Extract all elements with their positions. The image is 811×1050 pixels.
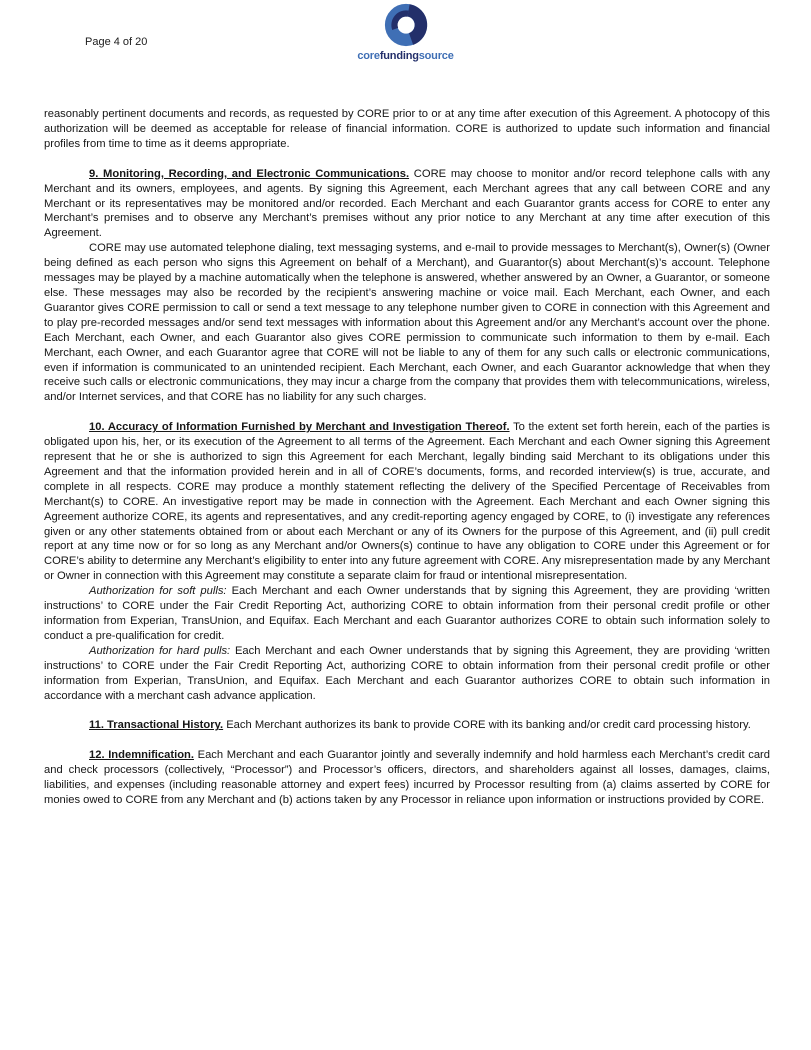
document-body bbox=[44, 107, 770, 808]
corefundingsource-logo bbox=[336, 2, 476, 62]
hard-pulls-paragraph bbox=[44, 644, 770, 704]
section-9-heading: 9. Monitoring, Recording, and Electronic Communications. bbox=[89, 167, 410, 180]
logo-wordmark bbox=[336, 50, 476, 62]
section-9-paragraph bbox=[44, 167, 770, 242]
section-12-text: Each Merchant and each Guarantor jointly and severally indemnify and hold harmless each Merchant’s credit card and check processors (collectively, “Processor”) and Processor’s officers, directors, and shareholders against all losses, damages, claims, liabilities, and expenses (including reasonable attorney and expert fees) incurred by Processor resulting from (a) claims asserted by CORE for monies owed to CORE from any Merchant and (b) actions taken by any Processor in reliance upon information or instructions provided by CORE. bbox=[44, 749, 770, 807]
logo-wordmark-source: source bbox=[418, 50, 454, 62]
section-12-heading: 12. Indemnification. bbox=[89, 749, 194, 762]
section-11-paragraph bbox=[44, 718, 770, 733]
soft-pulls-lead: Authorization for soft pulls: bbox=[89, 585, 227, 598]
page-number: Page 4 of 20 bbox=[85, 36, 148, 48]
hard-pulls-lead: Authorization for hard pulls: bbox=[89, 644, 231, 657]
section-10-text: To the extent set forth herein, each of the parties is obligated upon his, her, or its execution of the Agreement to all terms of the Agreement. Each Merchant and each Owner signing this Agreement represent that he or she is authorized to sign this Agreement for each Merchant, legally binding said Merchant to its obligations under this Agreement and that the information provided herein and in all of CORE’s documents, forms, and recorded interview(s) is true, accurate, and complete in all respects. CORE may produce a monthly statement reflecting the delivery of the Specified Percentage of Receivables from Merchant(s) to CORE. An investigative report may be made in connection with the Agreement. Each Merchant and each Owner signing this Agreement authorize CORE, its agents and representatives, and any credit-reporting agency engaged by CORE, to (i) investigate any references given or any other statements obtained from or about each Merchant or any of its Owners for the purpose of this Agreement, and (ii) pull credit report at any time now or for so long as any Merchant and/or Owners(s) continue to have any obligation to CORE under this Agreement or for CORE’s ability to determine any Merchant’s eligibility to enter into any future agreement with CORE. Any misrepresentation made by any Merchant or Owner in connection with this Agreement may constitute a separate claim for fraud or intentional misrepresentation. bbox=[44, 421, 770, 583]
section-11-heading: 11. Transactional History. bbox=[89, 719, 224, 732]
hard-pulls-text: Each Merchant and each Owner understands that by signing this Agreement, they are providing ‘written instructions’ to CORE under the Fair Credit Reporting Act, authorizing CORE to obtain information from their personal credit profile or other information from Experian, TransUnion, and Equifax. Each Merchant and each Guarantor authorizes CORE to obtain such information in accordance with a merchant cash advance application. bbox=[44, 644, 770, 702]
section-10-heading: 10. Accuracy of Information Furnished by Merchant and Investigation Thereof. bbox=[89, 421, 510, 434]
soft-pulls-paragraph bbox=[44, 584, 770, 644]
soft-pulls-text: Each Merchant and each Owner understands that by signing this Agreement, they are providing ‘written instructions’ to CORE under the Fair Credit Reporting Act, authorizing CORE to obtain information from their personal credit profile or other information from Experian, TransUnion, and Equifax. Each Merchant and each Guarantor authorizes CORE to obtain such information solely to conduct a pre-qualification for credit. bbox=[44, 585, 770, 642]
paragraph-continuation: reasonably pertinent documents and records, as requested by CORE prior to or at any time after execution of this Agreement. A photocopy of this authorization will be deemed as acceptable for release of financial information. CORE is authorized to update such information and financial profiles from time to time as it deems appropriate. bbox=[44, 108, 770, 150]
section-10-paragraph bbox=[44, 420, 770, 584]
section-9-paragraph-2: CORE may use automated telephone dialing, text messaging systems, and e-mail to provide messages to Merchant(s), Owner(s) (Owner being defined as each person who signs this Agreement on behalf of a Merchant), and Guarantor(s) about Merchant(s)’s account. Telephone messages may be played by a machine automatically when the telephone is answered, whether answered by an Owner, a Guarantor, or someone else. These messages may also be recorded by the recipient’s answering machine or voice mail. Each Merchant, each Owner, and each Guarantor gives CORE permission to call or send a text message to any telephone number given to CORE in connection with this Agreement and to play pre-recorded messages and/or send text messages with information about this Agreement and/or any Merchant’s account over the phone. Each Merchant, each Owner, and each Guarantor also gives CORE permission to communicate such information to them by e-mail. Each Merchant, each Owner, and each Guarantor agree that CORE will not be liable to any of them for any such calls or electronic communications, even if information is communicated to an unintended recipient. Each Merchant, each Owner, and each Guarantor acknowledge that when they receive such calls or electronic communications, they may incur a charge from the company that provides them with telecommunications, wireless, and/or Internet services, and that CORE has no liability for any such charges. bbox=[44, 242, 770, 404]
section-9-text: CORE may choose to monitor and/or record telephone calls with any Merchant and its owners, employees, and agents. By signing this Agreement, each Merchant agrees that any call between CORE and any Merchant or its representatives may be monitored and/or recorded. Each Merchant and each Guarantor grants access for CORE to enter any Merchant’s premises and to observe any Merchant’s premises without any prior notice to any Merchant at any time after execution of this Agreement. bbox=[44, 167, 770, 240]
logo-wordmark-funding: funding bbox=[379, 50, 419, 62]
logo-wordmark-core: core bbox=[357, 50, 380, 62]
section-12-paragraph bbox=[44, 748, 770, 808]
logo-ring-icon bbox=[383, 2, 429, 48]
section-11-text: Each Merchant authorizes its bank to provide CORE with its banking and/or credit card processing history. bbox=[226, 719, 751, 732]
